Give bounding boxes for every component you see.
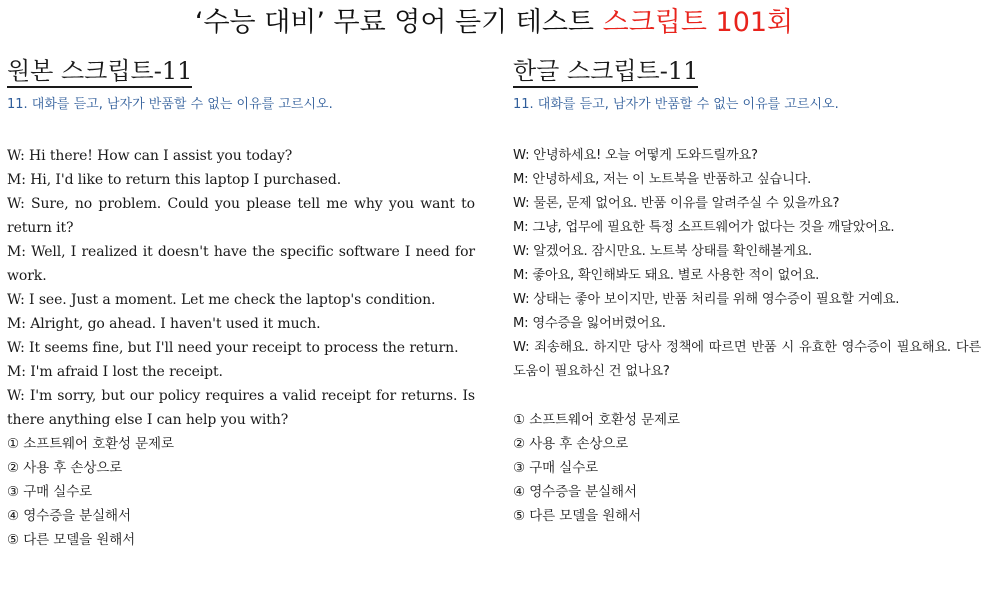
option-2: ② 사용 후 손상으로 xyxy=(7,460,123,476)
dialogue-line: W: Hi there! How can I assist you today? xyxy=(7,148,293,164)
option-3: ③ 구매 실수로 xyxy=(513,460,599,476)
dialogue-line: M: 그냥, 업무에 필요한 특정 소프트웨어가 없다는 것을 깨달았어요. xyxy=(513,220,895,235)
dialogue xyxy=(513,144,981,528)
option-1: ① 소프트웨어 호환성 문제로 xyxy=(513,412,680,428)
option-1: ① 소프트웨어 호환성 문제로 xyxy=(7,436,174,452)
option-5: ⑤ 다른 모델을 원해서 xyxy=(513,508,642,524)
dialogue-line: W: 죄송해요. 하지만 당사 정책에 따르면 반품 시 유효한 영수증이 필요해요. 다른 도움이 필요하신 건 없나요? xyxy=(513,340,981,379)
dialogue-line: W: I'm sorry, but our policy requires a valid receipt for returns. Is there anything else I can help you with? xyxy=(7,388,475,428)
question-text: 11. 대화를 듣고, 남자가 반품할 수 없는 이유를 고르시오. xyxy=(513,97,839,112)
option-4: ④ 영수증을 분실해서 xyxy=(513,484,637,500)
original-script-header: 원본 스크립트-11 xyxy=(7,54,475,88)
answer-options xyxy=(513,408,981,528)
dialogue-line: W: It seems fine, but I'll need your receipt to process the return. xyxy=(7,340,459,356)
dialogue-line: M: 안녕하세요, 저는 이 노트북을 반품하고 싶습니다. xyxy=(513,172,812,187)
dialogue-line: W: Sure, no problem. Could you please tell me why you want to return it? xyxy=(7,196,475,236)
korean-script-column xyxy=(513,54,981,528)
dialogue-line: M: Hi, I'd like to return this laptop I purchased. xyxy=(7,172,342,188)
original-script-column xyxy=(7,54,475,552)
dialogue-line: M: 영수증을 잃어버렸어요. xyxy=(513,316,666,331)
option-3: ③ 구매 실수로 xyxy=(7,484,93,500)
option-5: ⑤ 다른 모델을 원해서 xyxy=(7,532,136,548)
option-2: ② 사용 후 손상으로 xyxy=(513,436,629,452)
dialogue-line: M: Well, I realized it doesn't have the specific software I need for work. xyxy=(7,244,475,284)
dialogue-line: W: 상태는 좋아 보이지만, 반품 처리를 위해 영수증이 필요할 거예요. xyxy=(513,292,900,307)
korean-script-header: 한글 스크립트-11 xyxy=(513,54,981,88)
dialogue-line: W: 물론, 문제 없어요. 반품 이유를 알려주실 수 있을까요? xyxy=(513,196,840,211)
question-text: 11. 대화를 듣고, 남자가 반품할 수 없는 이유를 고르시오. xyxy=(7,97,333,112)
dialogue-line: M: Alright, go ahead. I haven't used it much. xyxy=(7,316,321,332)
dialogue-line: M: I'm afraid I lost the receipt. xyxy=(7,364,223,380)
dialogue-line: M: 좋아요, 확인해봐도 돼요. 별로 사용한 적이 없어요. xyxy=(513,268,820,283)
dialogue-line: W: I see. Just a moment. Let me check the laptop's condition. xyxy=(7,292,436,308)
title-main: ‘수능 대비’ 무료 영어 듣기 테스트 xyxy=(194,7,595,38)
dialogue xyxy=(7,144,475,552)
option-4: ④ 영수증을 분실해서 xyxy=(7,508,131,524)
page-title xyxy=(0,4,988,42)
title-accent: 스크립트 101회 xyxy=(602,7,794,38)
dialogue-line: W: 알겠어요. 잠시만요. 노트북 상태를 확인해볼게요. xyxy=(513,244,813,259)
answer-options xyxy=(7,432,475,552)
dialogue-line: W: 안녕하세요! 오늘 어떻게 도와드릴까요? xyxy=(513,148,758,163)
